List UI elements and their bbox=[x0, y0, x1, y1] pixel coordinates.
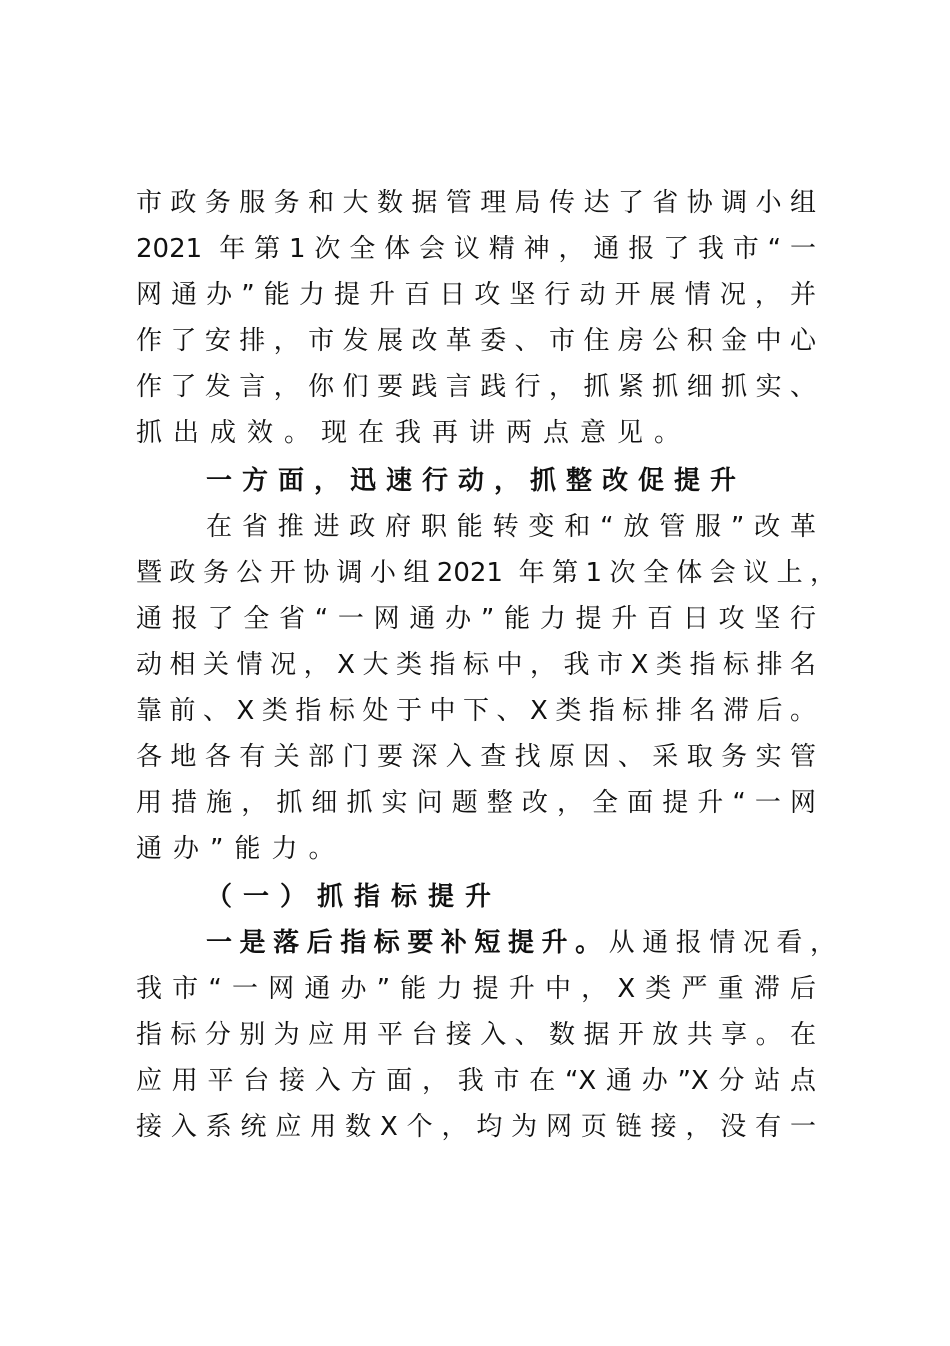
paragraph-line: 靠前、X类指标处于中下、X类指标排名滞后。 bbox=[136, 696, 816, 726]
paragraph-line: 市政务服务和大数据管理局传达了省协调小组 bbox=[136, 188, 816, 218]
paragraph-line: 应用平台接入方面，我市在“X通办”X分站点 bbox=[136, 1066, 816, 1096]
paragraph-line: 抓出成效。现在我再讲两点意见。 bbox=[136, 418, 692, 448]
paragraph-line: 2021 年第1次全体会议精神，通报了我市“一 bbox=[136, 234, 816, 264]
subsection-heading: （一）抓指标提升 bbox=[206, 882, 503, 912]
paragraph-line: 接入系统应用数X个，均为网页链接，没有一 bbox=[136, 1112, 816, 1142]
paragraph-line: 暨政务公开协调小组2021 年第1次全体会议上， bbox=[136, 558, 836, 588]
paragraph-line: 动相关情况，X大类指标中，我市X类指标排名 bbox=[136, 650, 816, 680]
paragraph-line: 网通办”能力提升百日攻坚行动开展情况，并 bbox=[136, 280, 816, 310]
paragraph-line: 我市“一网通办”能力提升中，X类严重滞后 bbox=[136, 974, 816, 1004]
paragraph-line: 通报了全省“一网通办”能力提升百日攻坚行 bbox=[136, 604, 816, 634]
lead-sentence: 一是落后指标要补短提升。 bbox=[206, 928, 609, 958]
paragraph-line: 各地各有关部门要深入查找原因、采取务实管 bbox=[136, 742, 816, 772]
paragraph-line: 指标分别为应用平台接入、数据开放共享。在 bbox=[136, 1020, 816, 1050]
lead-continuation: 从通报情况看， bbox=[608, 928, 836, 958]
paragraph-line: 用措施，抓细抓实问题整改，全面提升“一网 bbox=[136, 788, 816, 818]
paragraph-line: 作了发言，你们要践言践行，抓紧抓细抓实、 bbox=[136, 372, 816, 402]
section-heading: 一方面，迅速行动，抓整改促提升 bbox=[206, 466, 747, 496]
paragraph-line-lead bbox=[206, 923, 836, 963]
paragraph-line: 在省推进政府职能转变和“放管服”改革 bbox=[206, 512, 816, 542]
paragraph-line: 通办”能力。 bbox=[136, 834, 346, 864]
paragraph-line: 作了安排，市发展改革委、市住房公积金中心 bbox=[136, 326, 816, 356]
